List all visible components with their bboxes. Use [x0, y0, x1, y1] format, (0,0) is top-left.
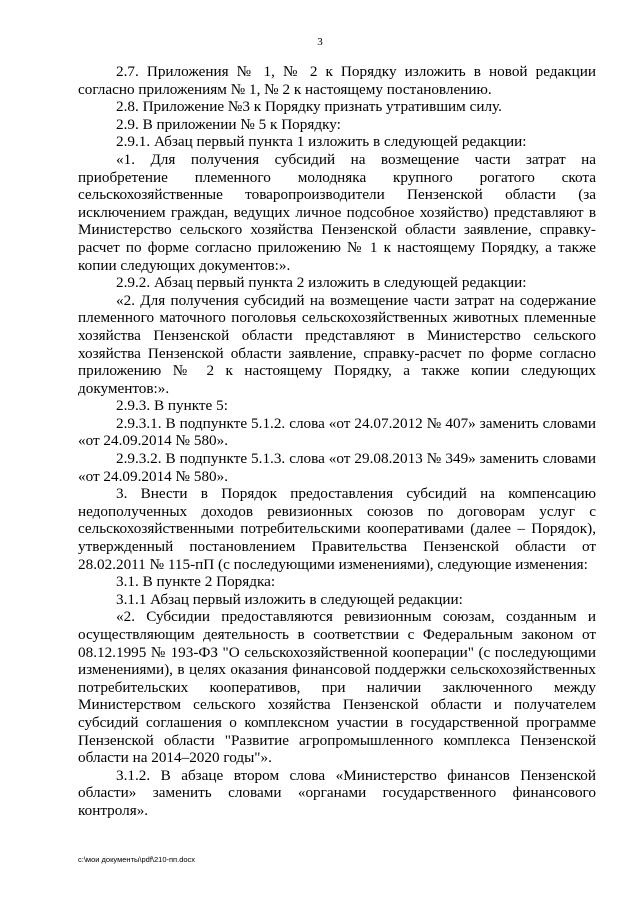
paragraph-2-9-2: 2.9.2. Абзац первый пункта 2 изложить в следующей редакции:: [116, 274, 527, 292]
paragraph-2-9-3-2: 2.9.3.2. В подпункте 5.1.3. слова «от 29.08.2013 № 349» заменить словами «от 24.09.2014 № 580».: [78, 450, 596, 485]
paragraph-3: 3. Внести в Порядок предоставления субсидий на компенсацию недополученных доходов ревизионных союзов по договорам услуг с сельскохозяйственными потребительскими кооперативами (далее – Порядок), утвержденный постановлением Правительства Пензенской области от 28.02.2011 № 115-пП (с последующими изменениями), следующие изменения:: [78, 485, 596, 573]
paragraph-quote-subsidies: «2. Субсидии предоставляются ревизионным союзам, созданным и осуществляющим деятельность в соответствии с Федеральным законом от 08.12.1995 № 193-ФЗ "О сельскохозяйственной кооперации" (с последующими изменениями), в целях оказания финансовой поддержки сельскохозяйственных потребительских кооперативов, при наличии заключенного между Министерством сельского хозяйства Пензенской области и получателем субсидий соглашения о комплексном участии в государственной программе Пензенской области "Развитие агропромышленного комплекса Пензенской области на 2014–2020 годы"».: [78, 608, 596, 767]
paragraph-2-9-3-1: 2.9.3.1. В подпункте 5.1.2. слова «от 24.07.2012 № 407» заменить словами «от 24.09.2014 № 580».: [78, 414, 596, 450]
paragraph-2-7: 2.7. Приложения № 1, № 2 к Порядку изложить в новой редакции согласно приложениям № 1, № 2 к настоящему постановлению.: [78, 63, 596, 98]
paragraph-quote-2: «2. Для получения субсидий на возмещение части затрат на содержание племенного маточного поголовья сельскохозяйственных животных племенные хозяйства Пензенской области представляют в Министерство сельского хозяйства Пензенской области заявление, справку-расчет по форме согласно приложению № 2 к настоящему Порядку, а также копии следующих документов:».: [78, 291, 596, 397]
paragraph-3-1-2: 3.1.2. В абзаце втором слова «Министерство финансов Пензенской области» заменить словами «органами государственного финансового контроля».: [78, 766, 596, 819]
paragraph-2-9-3: 2.9.3. В пункте 5:: [116, 397, 228, 415]
paragraph-3-1-1: 3.1.1 Абзац первый изложить в следующей редакции:: [116, 590, 463, 608]
paragraph-2-8: 2.8. Приложение №3 к Порядку признать утратившим силу.: [116, 98, 502, 116]
paragraph-quote-1: «1. Для получения субсидий на возмещение части затрат на приобретение племенного молодняка крупного рогатого скота сельскохозяйственные товаропроизводители Пензенской области (за исключением граждан, ведущих личное подсобное хозяйство) представляют в Министерство сельского хозяйства Пензенской области заявление, справку-расчет по форме согласно приложению № 1 к настоящему Порядку, а также копии следующих документов:».: [78, 150, 596, 274]
document-body: [78, 63, 596, 820]
paragraph-3-1: 3.1. В пункте 2 Порядка:: [116, 573, 276, 591]
page-number: 3: [317, 36, 323, 48]
footer-file-path: c:\мои документы\pdf\210-пп.docx: [78, 855, 196, 864]
paragraph-2-9: 2.9. В приложении № 5 к Порядку:: [116, 115, 341, 133]
paragraph-2-9-1: 2.9.1. Абзац первый пункта 1 изложить в следующей редакции:: [116, 133, 527, 151]
